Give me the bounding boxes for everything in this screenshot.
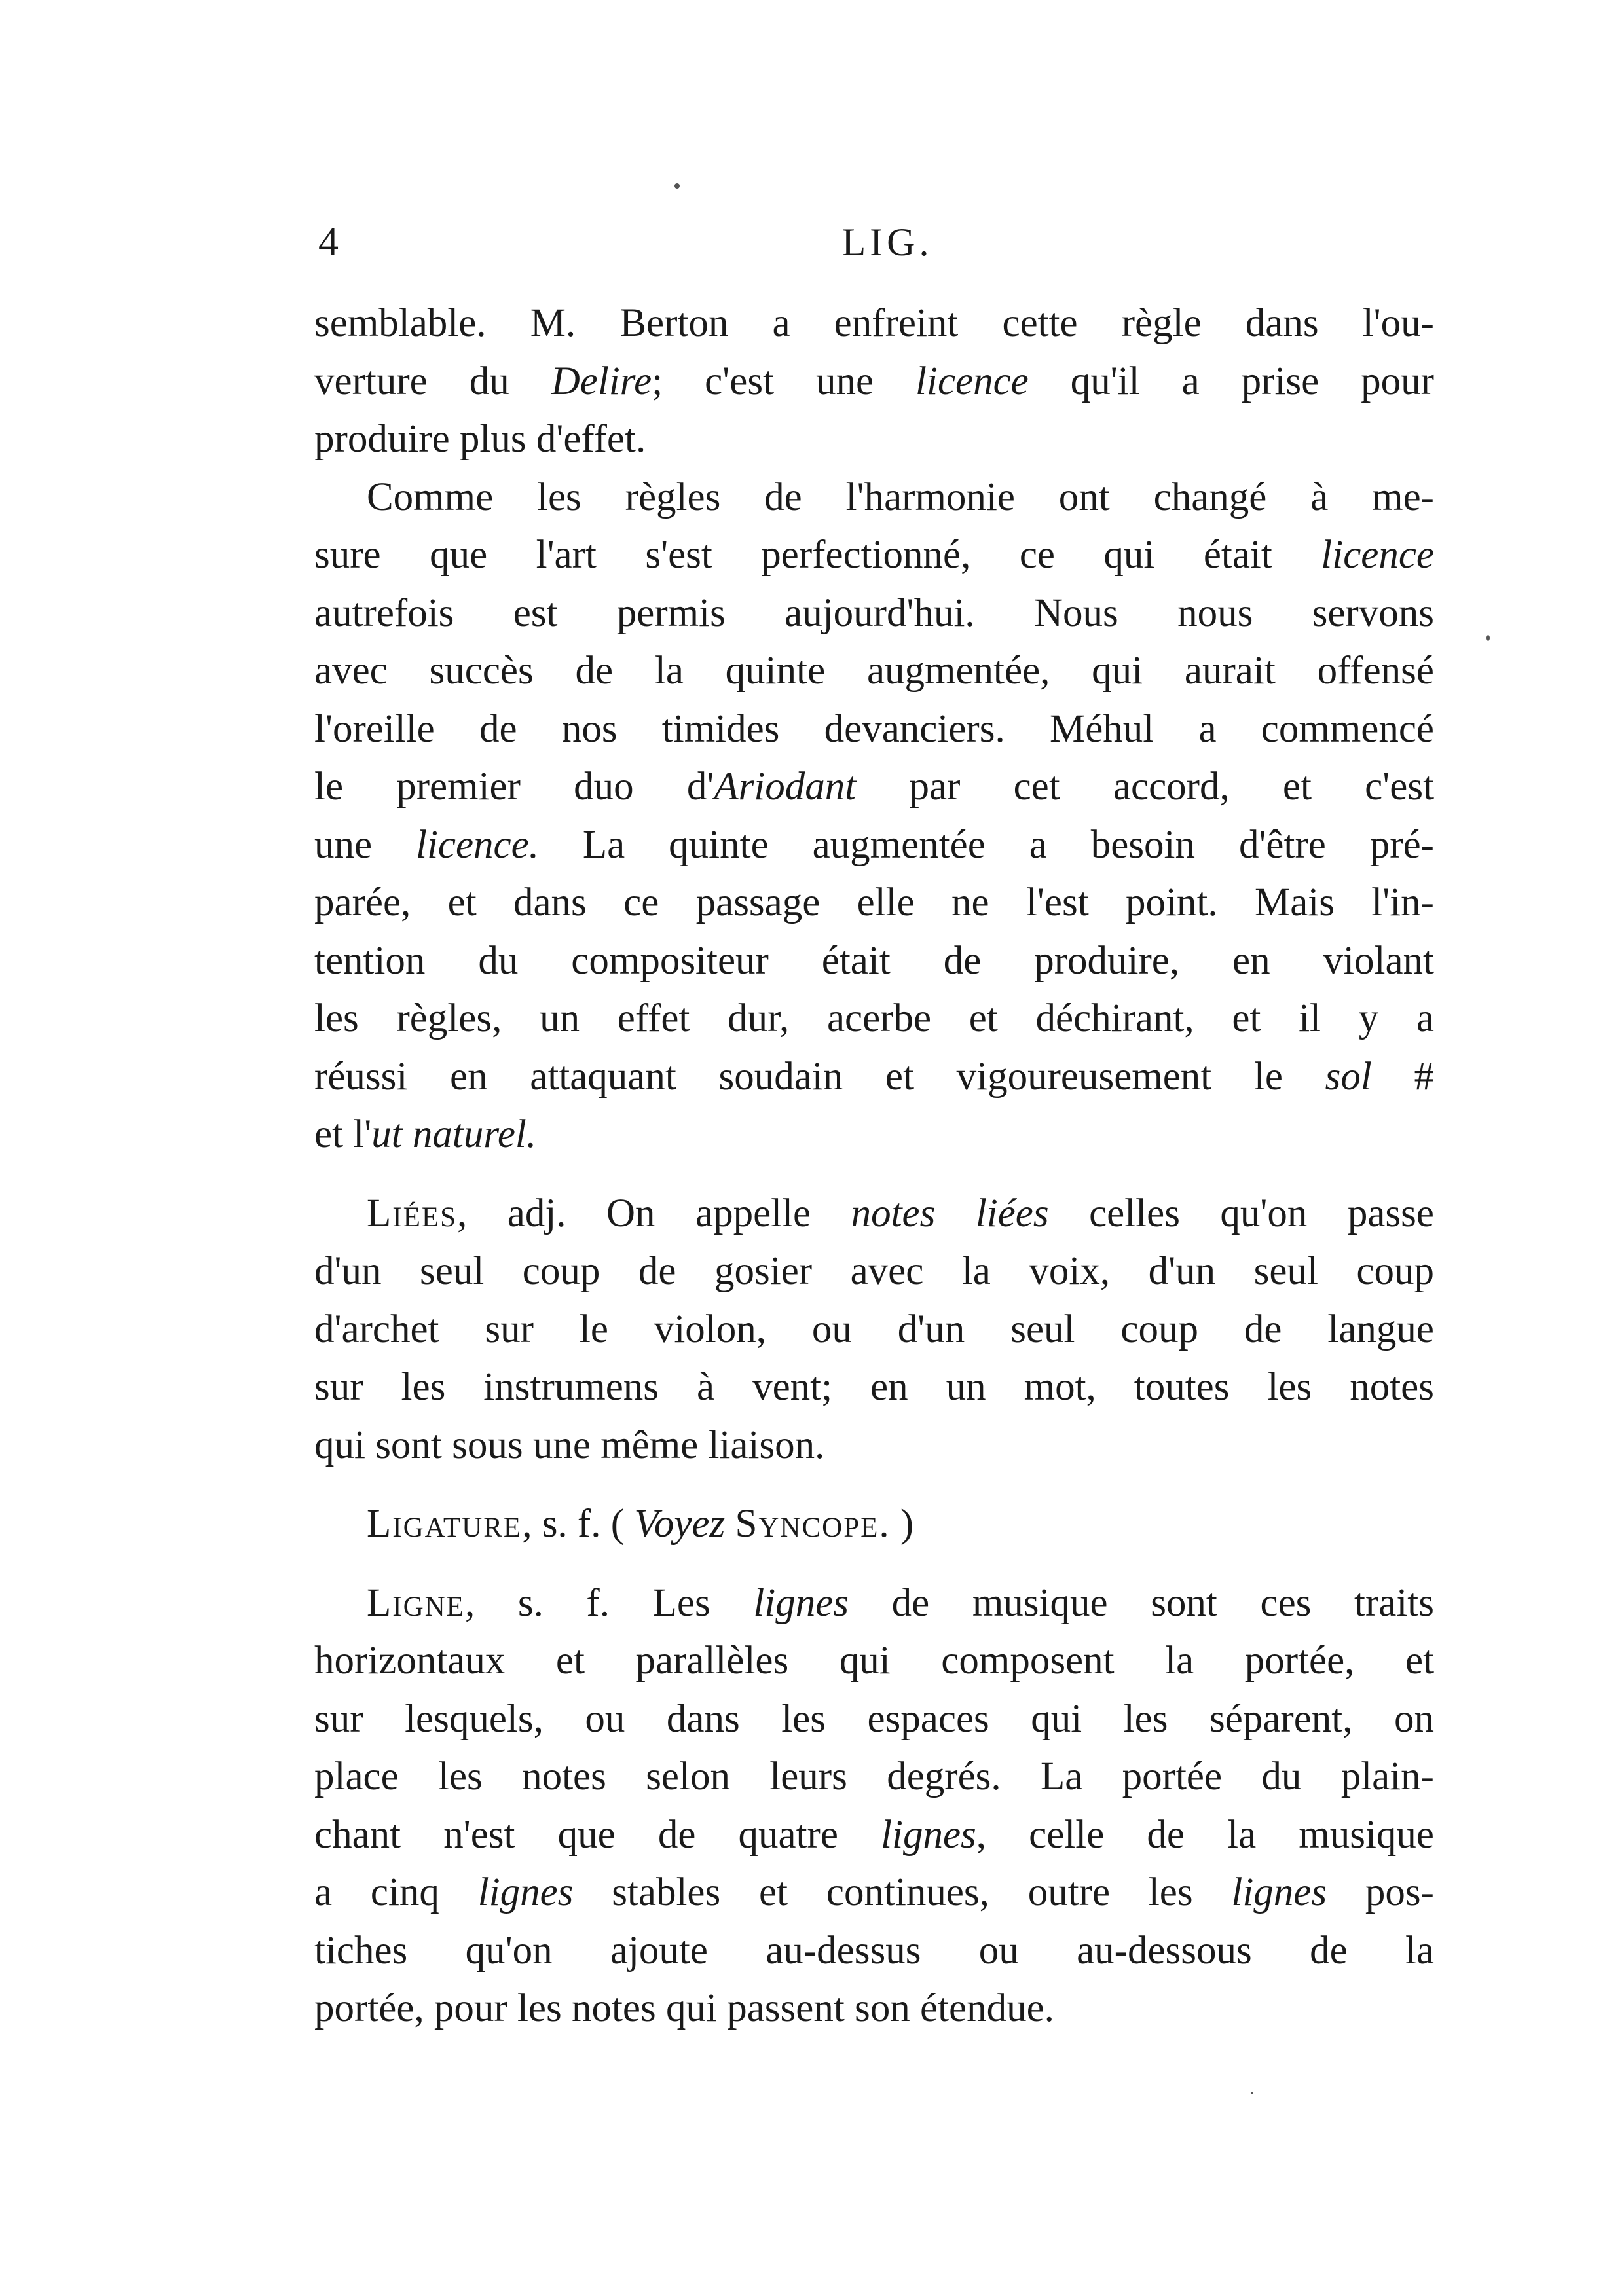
ink-speck <box>1251 2092 1253 2094</box>
text-line: avec succès de la quinte augmentée, qui aurait offensé <box>314 649 1434 693</box>
text-line <box>314 1048 1434 1106</box>
text-line <box>314 1106 1434 1164</box>
text-line <box>314 353 1434 411</box>
italic-title: Ariodant <box>714 765 857 809</box>
paragraph-continuation <box>314 295 1434 469</box>
text-line: l'oreille de nos timides devanciers. Méhul a commencé <box>314 706 1434 751</box>
text-run: sure que l'art s'est perfectionné, ce qui était <box>314 533 1321 577</box>
italic-note-name: ut naturel. <box>371 1112 537 1156</box>
italic-title: Delire <box>551 359 652 403</box>
text-line <box>314 758 1434 816</box>
text-line: les règles, un effet dur, acerbe et déchirant, et il y a <box>314 996 1434 1040</box>
entry-term: Liées <box>367 1191 458 1235</box>
italic-note-name: sol <box>1325 1054 1372 1099</box>
text-run: celles qu'on passe <box>1048 1191 1434 1235</box>
text-run: chant n'est que de quatre <box>314 1812 881 1857</box>
text-run <box>725 1502 735 1546</box>
text-line: horizontaux et parallèles qui composent la portée, et <box>314 1639 1434 1683</box>
ink-speck <box>674 183 680 189</box>
text-line: sur lesquels, ou dans les espaces qui les séparent, on <box>314 1696 1434 1741</box>
text-run: , s. f. Les <box>464 1580 754 1625</box>
text-line: d'archet sur le violon, ou d'un seul coup de langue <box>314 1307 1434 1351</box>
text-line <box>314 816 1434 875</box>
ink-speck <box>1486 635 1490 641</box>
italic-term: lignes <box>477 1870 574 1914</box>
entry-ligature <box>314 1495 1434 1554</box>
text-line: Comme les règles de l'harmonie ont changé à me- <box>367 475 1434 519</box>
italic-term: lignes <box>753 1580 849 1625</box>
text-line <box>314 1495 1434 1554</box>
text-run: a cinq <box>314 1870 478 1914</box>
text-line: autrefois est permis aujourd'hui. Nous nous servons <box>314 591 1434 635</box>
text-line: d'un seul coup de gosier avec la voix, d'un seul coup <box>314 1249 1434 1293</box>
text-run: La quinte augmentée a besoin d'être pré- <box>538 822 1434 867</box>
paragraph-licence <box>314 469 1434 1164</box>
text-run: , celle de la musique <box>976 1812 1434 1857</box>
italic-term: Voyez <box>634 1502 726 1546</box>
text-run: qu'il a prise pour <box>1028 359 1434 403</box>
text-run: , s. f. ( <box>522 1502 635 1546</box>
text-line: semblable. M. Berton a enfreint cette règle dans l'ou- <box>314 301 1434 345</box>
text-run: le premier duo d' <box>314 765 714 809</box>
text-run: ; c'est une <box>652 359 916 403</box>
text-run: , adj. On appelle <box>457 1191 851 1235</box>
text-run: réussi en attaquant soudain et vigoureusement le <box>314 1054 1325 1099</box>
text-run: stables et continues, outre les <box>573 1870 1232 1914</box>
italic-term: lignes <box>1231 1870 1327 1914</box>
text-run: verture du <box>314 359 551 403</box>
entry-ligne <box>314 1575 1434 2038</box>
sharp-sign: # <box>1371 1054 1435 1099</box>
text-line: sur les instrumens à vent; en un mot, toutes les notes <box>314 1365 1434 1409</box>
text-line <box>314 1864 1434 1922</box>
entry-term: Ligne <box>367 1580 465 1625</box>
italic-term: licence. <box>416 822 539 867</box>
italic-term: licence <box>915 359 1029 403</box>
text-run: ) <box>890 1502 914 1546</box>
text-run: une <box>314 822 416 867</box>
italic-term: licence <box>1321 533 1434 577</box>
text-line: place les notes selon leurs degrés. La portée du plain- <box>314 1755 1434 1798</box>
text-line <box>314 526 1434 585</box>
cross-reference: Syncope. <box>735 1502 891 1546</box>
page-number: 4 <box>318 220 339 264</box>
text-run: de musique sont ces traits <box>849 1580 1434 1625</box>
text-line <box>314 1185 1434 1243</box>
italic-term: notes liées <box>851 1191 1049 1235</box>
text-run: pos- <box>1327 1870 1434 1914</box>
text-line <box>314 1575 1434 1633</box>
entry-liees <box>314 1185 1434 1475</box>
text-line: tention du compositeur était de produire, en violant <box>314 938 1434 983</box>
text-line: parée, et dans ce passage elle ne l'est point. Mais l'in- <box>314 881 1434 924</box>
entry-term: Ligature <box>367 1502 523 1546</box>
text-line <box>314 1806 1434 1865</box>
italic-term: lignes <box>881 1812 976 1857</box>
text-line: produire plus d'effet. <box>314 417 646 461</box>
text-run: par cet accord, et c'est <box>856 765 1435 809</box>
running-head: LIG. <box>841 221 933 264</box>
body-text <box>314 295 1434 2038</box>
page-header <box>314 216 1434 268</box>
text-run: et l' <box>314 1112 372 1156</box>
text-line: tiches qu'on ajoute au-dessus ou au-dessous de la <box>314 1928 1434 1973</box>
text-line: qui sont sous une même liaison. <box>314 1423 825 1467</box>
text-line: portée, pour les notes qui passent son étendue. <box>314 1986 1054 2030</box>
